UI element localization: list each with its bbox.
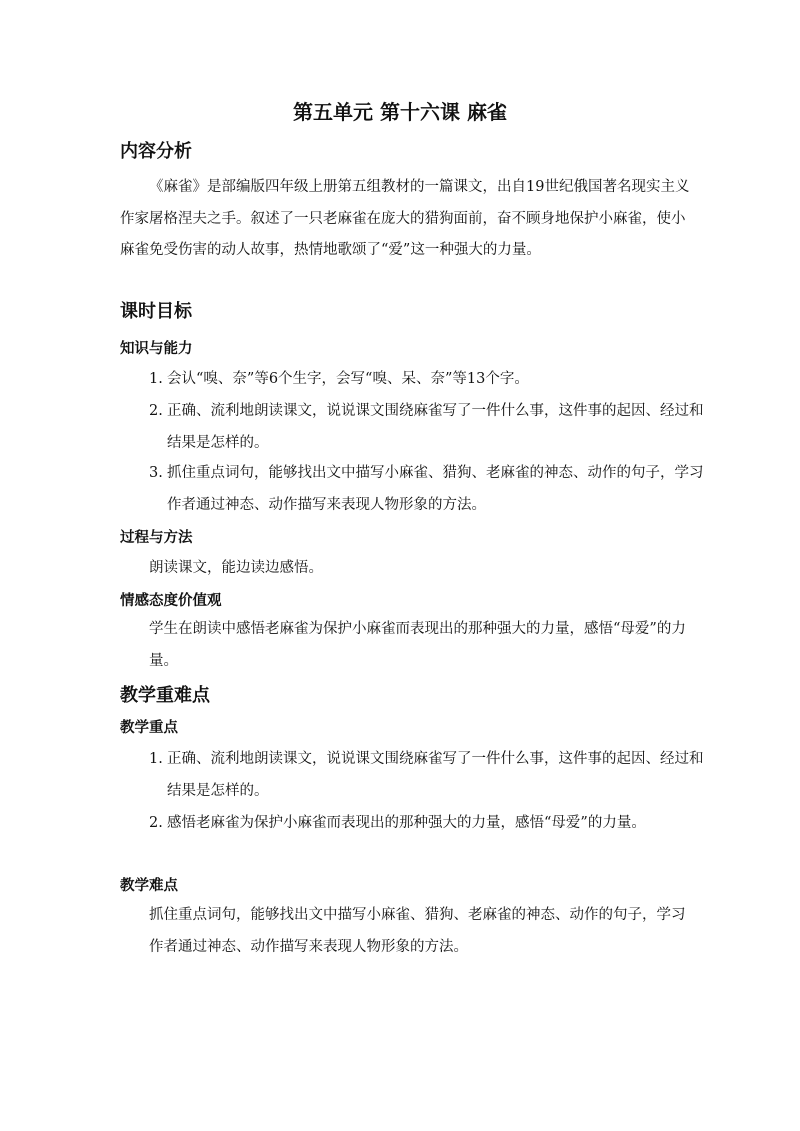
content-analysis-paragraph: 《麻雀》是部编版四年级上册第五组教材的一篇课文，出自19世纪俄国著名现实主义作家屠格涅夫之手。叙述了一只老麻雀在庞大的猎狗面前，奋不顾身地保护小麻雀，使小麻雀免受伤害的动人故事，热情地歌颂了“爱”这一种强大的力量。 — [120, 179, 690, 258]
list-item-number: 1. — [149, 371, 163, 387]
list-item-number: 2. — [149, 403, 163, 419]
list-item — [149, 364, 707, 396]
heading-objectives: 课时目标 — [120, 301, 192, 322]
list-item-number: 3. — [149, 465, 163, 481]
heading-key-points: 教学重难点 — [120, 685, 210, 706]
list-item-number: 2. — [149, 815, 163, 831]
heading-teaching-difficulty: 教学难点 — [120, 878, 178, 894]
list-item — [149, 808, 707, 840]
list-item — [149, 396, 707, 459]
heading-emotion-values: 情感态度价值观 — [120, 593, 222, 609]
heading-knowledge-ability: 知识与能力 — [120, 341, 193, 357]
heading-process-method: 过程与方法 — [120, 530, 193, 546]
heading-teaching-focus: 教学重点 — [120, 720, 178, 736]
teaching-difficulty-text: 抓住重点词句，能够找出文中描写小麻雀、猎狗、老麻雀的神态、动作的句子，学习作者通过神态、动作描写来表现人物形象的方法。 — [149, 907, 686, 955]
list-item-number: 1. — [149, 751, 163, 767]
list-item-text: 感悟老麻雀为保护小麻雀而表现出的那种强大的力量，感悟“母爱”的力量。 — [167, 815, 646, 831]
list-item — [149, 458, 707, 521]
heading-content-analysis: 内容分析 — [120, 141, 192, 162]
page-title: 第五单元 第十六课 麻雀 — [293, 100, 507, 124]
process-method-text: 朗读课文，能边读边感悟。 — [149, 560, 323, 576]
list-item-text: 正确、流利地朗读课文，说说课文围绕麻雀写了一件什么事，这件事的起因、经过和结果是怎样的。 — [167, 403, 704, 451]
list-item-text: 会认“嗅、奈”等6个生字，会写“嗅、呆、奈”等13个字。 — [167, 371, 529, 387]
list-item-text: 抓住重点词句，能够找出文中描写小麻雀、猎狗、老麻雀的神态、动作的句子，学习作者通过神态、动作描写来表现人物形象的方法。 — [167, 465, 704, 513]
list-item — [149, 744, 707, 807]
list-item-text: 正确、流利地朗读课文，说说课文围绕麻雀写了一件什么事，这件事的起因、经过和结果是怎样的。 — [167, 751, 704, 799]
emotion-values-text: 学生在朗读中感悟老麻雀为保护小麻雀而表现出的那种强大的力量，感悟“母爱”的力量。 — [149, 621, 686, 669]
